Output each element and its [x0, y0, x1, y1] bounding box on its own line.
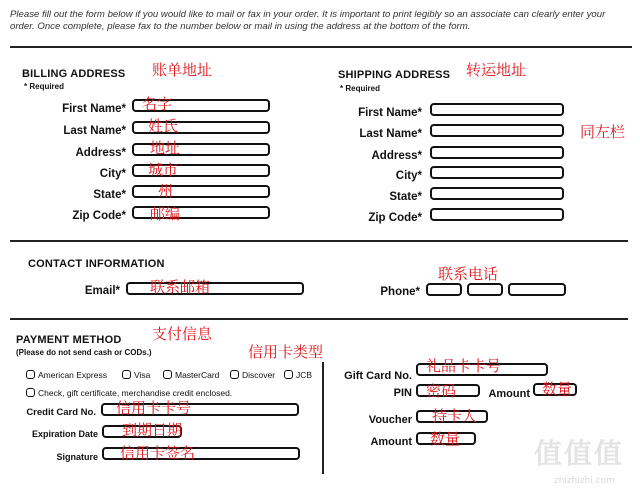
shipping-first-name-input[interactable]	[430, 103, 564, 116]
billing-zip-label: Zip Code*	[72, 210, 126, 222]
shipping-zip-label: Zip Code*	[368, 212, 422, 224]
gift-card-label: Gift Card No.	[344, 370, 412, 382]
shipping-city-label: City*	[395, 170, 422, 182]
pin-label: PIN	[393, 387, 412, 399]
discover-label: Discover	[242, 370, 276, 380]
payment-title: PAYMENT METHOD	[16, 334, 122, 346]
credit-card-label: Credit Card No.	[26, 407, 96, 418]
amount-label: Amount	[488, 388, 530, 400]
mastercard-label: MasterCard	[175, 370, 220, 380]
signature-note: 信用卡签名	[120, 444, 196, 462]
watermark-logo: 值值值	[534, 437, 625, 470]
jcb-label: JCB	[296, 370, 313, 380]
amount2-label: Amount	[370, 436, 412, 448]
phone-prefix-input[interactable]	[467, 283, 503, 296]
shipping-address-input[interactable]	[430, 146, 564, 159]
mastercard-checkbox[interactable]	[163, 370, 172, 379]
shipping-first-name-label: First Name*	[358, 107, 422, 119]
shipping-last-name-label: Last Name*	[359, 128, 422, 140]
check-label: Check, gift certificate, merchandise credit enclosed.	[38, 388, 233, 398]
shipping-annotation: 转运地址	[466, 61, 527, 79]
email-note: 联系邮箱	[150, 278, 211, 296]
payment-annotation: 支付信息	[152, 325, 213, 343]
jcb-checkbox[interactable]	[284, 370, 293, 379]
billing-last-name-label: Last Name*	[63, 125, 126, 137]
shipping-side-note: 同左栏	[580, 123, 626, 141]
billing-first-name-label: First Name*	[62, 103, 126, 115]
divider-top	[10, 46, 632, 48]
billing-annotation: 账单地址	[152, 61, 213, 79]
billing-required: * Required	[24, 82, 65, 91]
gift-card-note: 礼品卡卡号	[426, 357, 502, 375]
signature-label: Signature	[56, 452, 98, 462]
shipping-last-name-input[interactable]	[430, 124, 564, 137]
shipping-zip-input[interactable]	[430, 208, 564, 221]
credit-card-note: 信用卡卡号	[116, 399, 192, 417]
phone-number-input[interactable]	[508, 283, 566, 296]
payment-subtitle: (Please do not send cash or CODs.)	[16, 348, 152, 357]
amount2-note: 数量	[430, 430, 461, 448]
billing-state-input[interactable]	[132, 182, 270, 200]
billing-state-label: State*	[93, 189, 126, 201]
visa-checkbox[interactable]	[122, 370, 131, 379]
expiration-note: 到期日期	[122, 421, 183, 439]
shipping-state-input[interactable]	[430, 187, 564, 200]
card-type-note: 信用卡类型	[248, 343, 324, 361]
billing-first-name-note: 名字	[142, 95, 173, 113]
amex-label: American Express	[38, 370, 107, 380]
billing-address-note: 地址	[150, 139, 181, 157]
contact-title: CONTACT INFORMATION	[28, 258, 165, 270]
check-checkbox[interactable]	[26, 388, 35, 397]
amex-checkbox[interactable]	[26, 370, 35, 379]
expiration-label: Expiration Date	[31, 429, 98, 439]
amount-note: 数量	[542, 380, 573, 398]
voucher-label: Voucher	[368, 414, 412, 426]
voucher-note: 持卡人	[432, 407, 478, 425]
billing-address-label: Address*	[75, 147, 126, 159]
shipping-state-label: State*	[389, 191, 422, 203]
pin-note: 密码	[426, 382, 457, 400]
divider-billing	[10, 240, 628, 242]
discover-checkbox[interactable]	[230, 370, 239, 379]
phone-label: Phone*	[380, 286, 420, 298]
shipping-title: SHIPPING ADDRESS	[338, 69, 451, 81]
billing-title: BILLING ADDRESS	[22, 68, 126, 80]
shipping-address-label: Address*	[371, 150, 422, 162]
phone-note: 联系电话	[438, 265, 499, 283]
intro-text: Please fill out the form below if you would like to mail or fax in your order. It is important to print legibly so an associate can clearly enter your order. Once complete, please fax to the number below or mail in using the address at the bottom of the form.	[10, 9, 606, 32]
divider-contact	[10, 318, 628, 320]
watermark-url: zhizhizhi.com	[554, 476, 615, 486]
billing-city-note: 城市	[148, 161, 179, 179]
billing-state-note: 州	[158, 182, 174, 200]
billing-zip-note: 邮编	[150, 205, 181, 223]
billing-city-label: City*	[99, 168, 126, 180]
billing-last-name-note: 姓氏	[148, 117, 179, 135]
email-label: Email*	[84, 285, 120, 297]
shipping-required: * Required	[340, 84, 381, 93]
visa-label: Visa	[134, 370, 151, 380]
phone-area-input[interactable]	[426, 283, 462, 296]
shipping-city-input[interactable]	[430, 166, 564, 179]
